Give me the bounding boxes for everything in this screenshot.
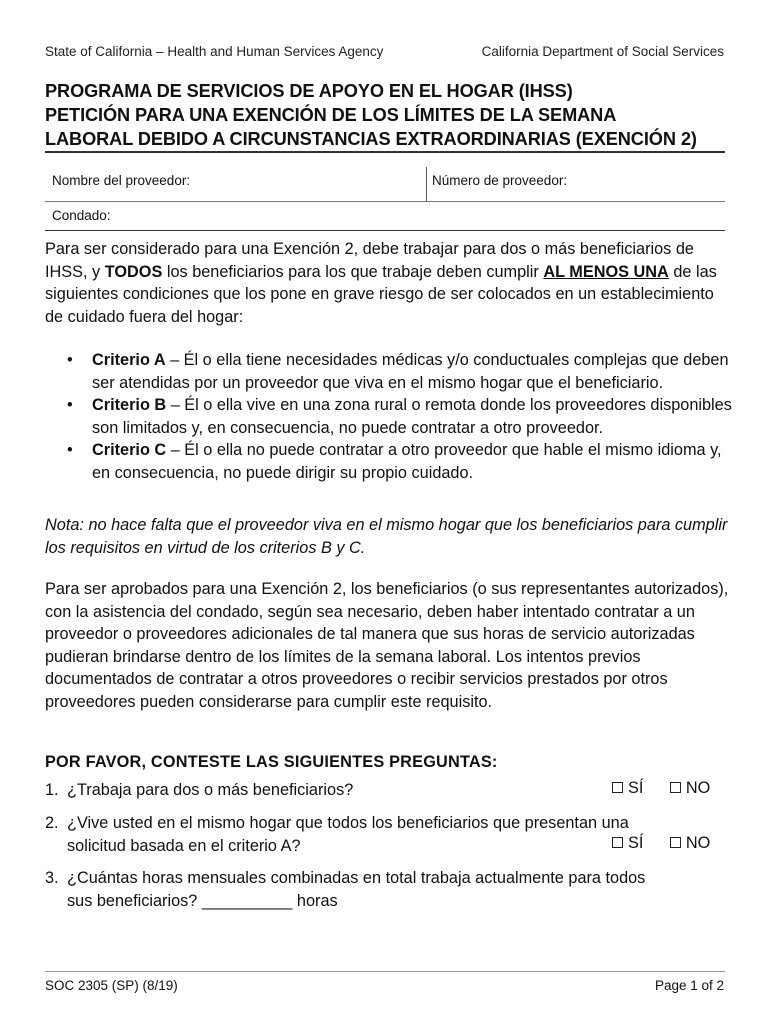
form-id: SOC 2305 (SP) (8/19) (45, 978, 178, 993)
checkbox-icon (670, 837, 681, 848)
intro-text-3: de las siguientes condiciones que los pone en grave riesgo de ser colocados en un establecimiento de cuidado fuera del hogar: (45, 262, 717, 326)
field-divider (426, 167, 427, 201)
footer-divider (45, 971, 725, 972)
q2-no-checkbox[interactable] (670, 834, 710, 852)
criteria-item: • Criterio C – Él o ella no puede contratar a otro proveedor que hable el mismo idioma y, en consecuencia, no puede dirigir su propio cuidado. (67, 441, 722, 482)
intro-paragraph (45, 238, 730, 328)
intro-text-1: Para ser considerado para una Exención 2, debe trabajar para dos o más beneficiarios de IHSS, y (45, 240, 694, 281)
provider-name-field[interactable]: Nombre del proveedor: (52, 173, 191, 188)
criteria-list (45, 349, 735, 484)
question-text-line-1: ¿Vive usted en el mismo hogar que todos los beneficiarios que presentan una (67, 814, 629, 832)
checkbox-icon (612, 782, 623, 793)
intro-todos: TODOS (104, 262, 163, 281)
q1-yes-checkbox[interactable] (612, 779, 643, 797)
title-line-1: PROGRAMA DE SERVICIOS DE APOYO EN EL HOGAR (IHSS) (45, 81, 573, 101)
question-number: 2. (45, 814, 59, 832)
question-2-options (612, 834, 710, 853)
criteria-item: • Criterio A – Él o ella tiene necesidades médicas y/o conductuales complejas que deben ser atendidas por un proveedor que viva en el mismo hogar que el beneficiario. (67, 351, 729, 392)
question-text-line-2: solicitud basada en el criterio A? (67, 836, 301, 855)
question-number: 1. (45, 781, 59, 799)
question-number: 3. (45, 869, 59, 887)
criteria-a-text: – Él o ella tiene necesidades médicas y/o conductuales complejas que deben ser atendidas por un proveedor que viva en el mismo hogar que el beneficiario. (92, 351, 729, 392)
intro-al-menos: AL MENOS UNA (543, 262, 669, 281)
checkbox-icon (612, 837, 623, 848)
criteria-b-label: Criterio B (92, 396, 167, 414)
criteria-c-label: Criterio C (92, 441, 167, 459)
title-line-2: PETICIÓN PARA UNA EXENCIÓN DE LOS LÍMITES DE LA SEMANA (45, 105, 617, 125)
criteria-item: • Criterio B – Él o ella vive en una zona rural o remota donde los proveedores disponibles son limitados y, en consecuencia, no puede contratar a otro proveedor. (67, 396, 732, 437)
questions-heading: POR FAVOR, CONTESTE LAS SIGUIENTES PREGUNTAS: (45, 753, 498, 771)
agency-header: State of California – Health and Human Services Agency (45, 44, 384, 59)
field-row-divider (45, 201, 725, 202)
form-title (45, 79, 697, 151)
department-header: California Department of Social Services (481, 44, 724, 59)
question-3 (45, 867, 730, 912)
no-label: NO (685, 834, 711, 852)
fields-bottom-divider (45, 230, 725, 231)
checkbox-icon (670, 782, 681, 793)
question-1-options (612, 779, 710, 798)
page-number: Page 1 of 2 (654, 978, 724, 993)
county-field[interactable]: Condado: (52, 208, 111, 223)
hours-field[interactable]: sus beneficiarios? __________ horas (67, 891, 338, 910)
criteria-b-text: – Él o ella vive en una zona rural o remota donde los proveedores disponibles son limitados y, en consecuencia, no puede contratar a otro proveedor. (92, 396, 732, 437)
title-line-3: LABORAL DEBIDO A CIRCUNSTANCIAS EXTRAORDINARIAS (EXENCIÓN 2) (45, 129, 697, 149)
question-text-line-1: ¿Cuántas horas mensuales combinadas en total trabaja actualmente para todos (67, 869, 646, 887)
approval-paragraph: Para ser aprobados para una Exención 2, los beneficiarios (o sus representantes autorizados), con la asistencia del condado, según sea necesario, deben haber intentado contratar a un proveedor o proveedores adicionales de tal manera que sus horas de servicio autorizadas pudieran brindarse dentro de los límites de la semana laboral. Los intentos previos documentados de contratar a otros proveedores o recibir servicios prestados por otros proveedores pueden considerarse para cumplir este requisito. (45, 580, 729, 711)
no-label: NO (685, 779, 711, 797)
criteria-c-text: – Él o ella no puede contratar a otro proveedor que hable el mismo idioma y, en consecuencia, no puede dirigir su propio cuidado. (92, 441, 722, 482)
q2-yes-checkbox[interactable] (612, 834, 643, 852)
intro-text-2: los beneficiarios para los que trabaje deben cumplir (162, 262, 544, 281)
yes-label: SÍ (628, 834, 644, 852)
question-text: ¿Trabaja para dos o más beneficiarios? (67, 781, 354, 799)
q1-no-checkbox[interactable] (670, 779, 710, 797)
yes-label: SÍ (628, 779, 644, 797)
provider-number-field[interactable]: Número de proveedor: (432, 173, 568, 188)
criteria-a-label: Criterio A (92, 351, 166, 369)
note-paragraph: Nota: no hace falta que el proveedor viva en el mismo hogar que los beneficiarios para cumplir los requisitos en virtud de los criterios B y C. (45, 516, 728, 557)
title-divider (45, 151, 725, 153)
